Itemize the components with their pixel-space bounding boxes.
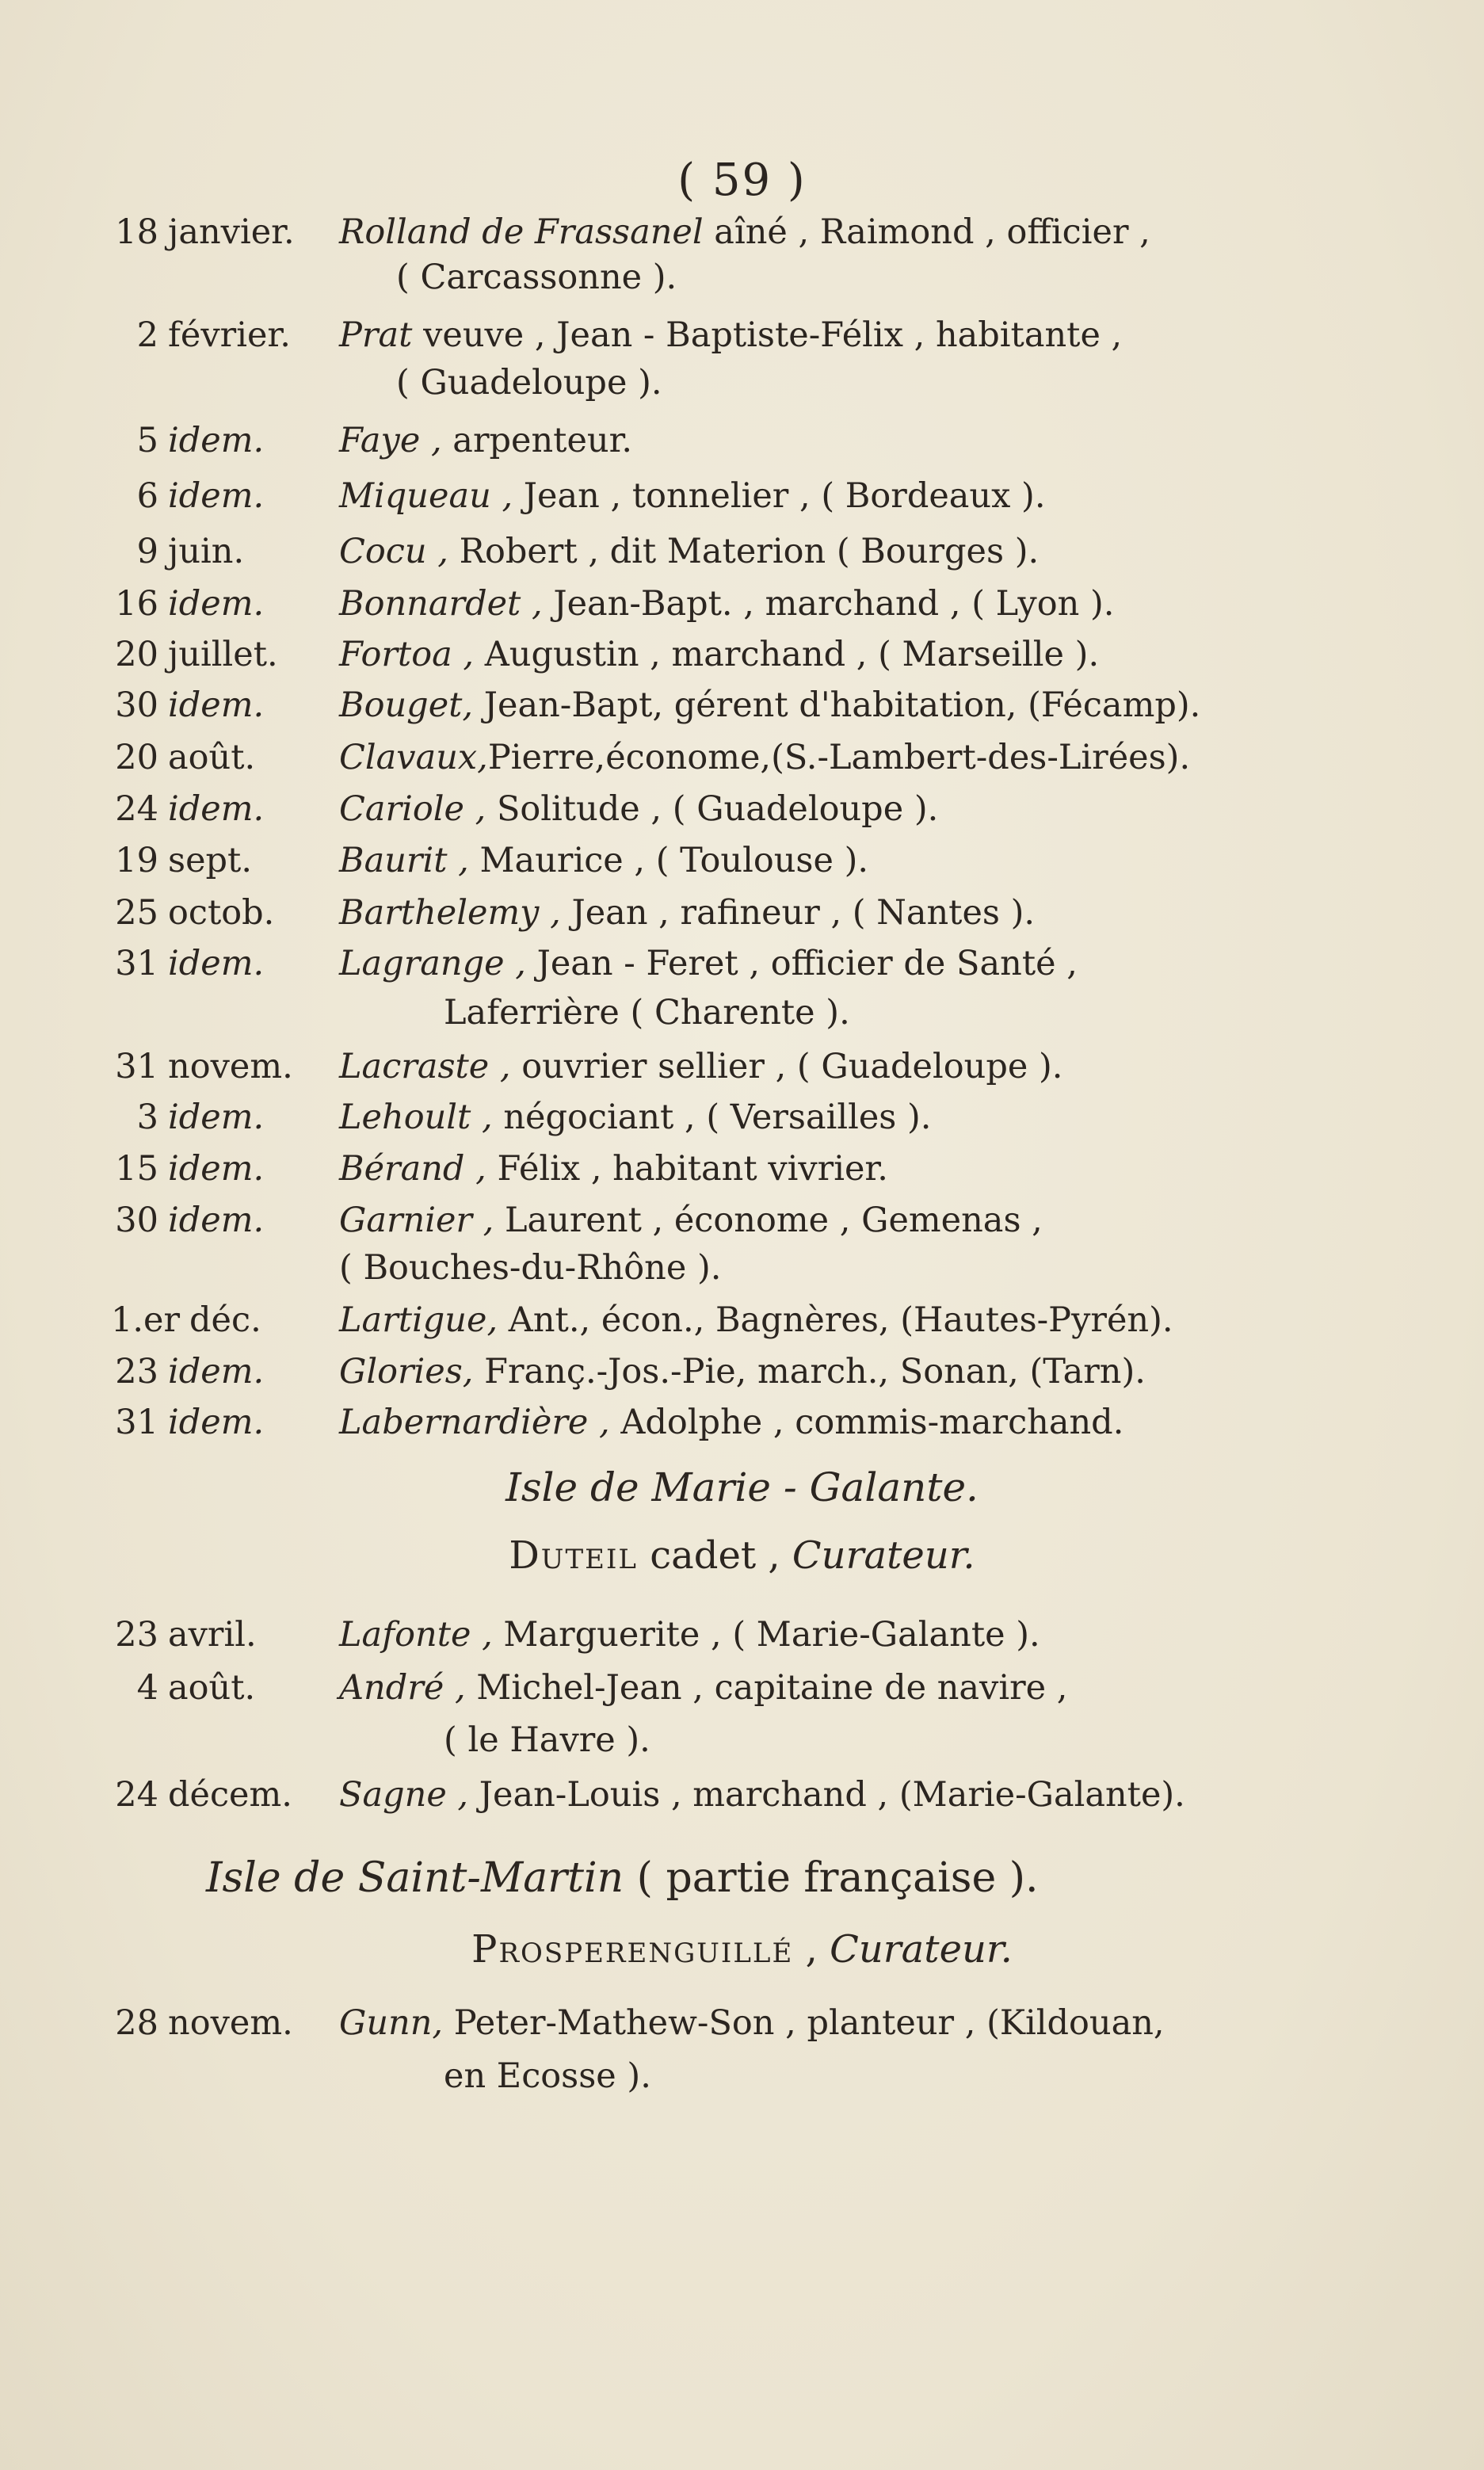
entry-name: Faye , <box>339 421 442 460</box>
entry-date: 2 février. <box>136 315 291 355</box>
entry-name: Garnier , <box>339 1201 494 1240</box>
entry-name: Miqueau , <box>339 476 513 516</box>
entry-date: 1.er déc. <box>111 1300 261 1340</box>
entry-text: Lehoult , négociant , ( Versailles ). <box>339 1098 932 1137</box>
entry-date: 24 idem. <box>115 789 265 829</box>
entry-name: Bonnardet , <box>339 584 543 624</box>
entry-name: Gunn, <box>339 2003 444 2043</box>
entry-name: Cariole , <box>339 789 486 829</box>
entry-name: Prat <box>339 315 413 355</box>
curator-name: Prosperenguillé <box>471 1927 794 1972</box>
curator-title: Curateur. <box>792 1533 975 1578</box>
entry-text: Gunn, Peter-Mathew-Son , planteur , (Kildouan, <box>339 2003 1165 2043</box>
entry-text: Lartigue, Ant., écon., Bagnères, (Hautes-Pyrén). <box>339 1300 1173 1340</box>
entry-name: Glories, <box>339 1352 474 1392</box>
entry-text: Lacraste , ouvrier sellier , ( Guadeloupe ). <box>339 1047 1063 1086</box>
entry-text: Glories, Franç.-Jos.-Pie, march., Sonan, (Tarn). <box>339 1352 1146 1392</box>
entry-text: André , Michel-Jean , capitaine de navire , <box>339 1668 1068 1708</box>
entry-text: Lagrange , Jean - Feret , officier de Santé , <box>339 944 1078 983</box>
entry-date: 19 sept. <box>115 841 252 880</box>
entry-name: Lafonte , <box>339 1615 493 1655</box>
entry-name: Cocu , <box>339 532 448 571</box>
entry-date: 6 idem. <box>136 476 265 516</box>
entry-name: André , <box>339 1668 466 1708</box>
entry-date: 23 idem. <box>115 1352 265 1392</box>
entry-date: 3 idem. <box>136 1098 265 1137</box>
entry-date: 31 idem. <box>115 1403 265 1442</box>
entry-text: Miqueau , Jean , tonnelier , ( Bordeaux ). <box>339 476 1046 516</box>
entry-text: Garnier , Laurent , économe , Gemenas , <box>339 1201 1043 1240</box>
curator-name: Duteil <box>509 1533 638 1578</box>
entry-date: 20 août. <box>115 738 256 777</box>
entry-text: Rolland de Frassanel aîné , Raimond , officier , <box>339 212 1150 252</box>
entry-date: 15 idem. <box>115 1149 265 1189</box>
entry-text: Barthelemy , Jean , rafineur , ( Nantes ). <box>339 893 1036 933</box>
entry-text: Labernardière , Adolphe , commis-marchand. <box>339 1403 1124 1442</box>
section-heading-marie-galante: Isle de Marie - Galante. <box>505 1464 979 1510</box>
entry-date: 31 idem. <box>115 944 265 983</box>
entry-text: Prat veuve , Jean - Baptiste-Félix , habitante , <box>339 315 1123 355</box>
entry-text: Baurit , Maurice , ( Toulouse ). <box>339 841 869 880</box>
curator-line: Duteil cadet , Curateur. <box>509 1533 975 1578</box>
entry-date: 24 décem. <box>115 1775 292 1815</box>
entry-name: Lacraste , <box>339 1047 511 1086</box>
entry-text: Sagne , Jean-Louis , marchand , (Marie-Galante). <box>339 1775 1185 1815</box>
entry-name: Sagne , <box>339 1775 469 1815</box>
entry-date: 28 novem. <box>115 2003 293 2043</box>
entry-text: Clavaux,Pierre,économe,(S.-Lambert-des-Lirées). <box>339 738 1191 777</box>
entry-text: Bérand , Félix , habitant vivrier. <box>339 1149 888 1189</box>
entry-date: 20 juillet. <box>115 635 278 674</box>
entry-date: 9 juin. <box>136 532 245 571</box>
entry-date: 30 idem. <box>115 685 265 725</box>
entry-text: Lafonte , Marguerite , ( Marie-Galante ). <box>339 1615 1040 1655</box>
curator-line: Prosperenguillé , Curateur. <box>471 1927 1013 1972</box>
entry-text: Fortoa , Augustin , marchand , ( Marseille ). <box>339 635 1100 674</box>
entry-name: Lagrange , <box>339 944 526 983</box>
entry-name: Fortoa , <box>339 635 475 674</box>
entry-name: Lartigue, <box>339 1300 498 1340</box>
entry-text: Bonnardet , Jean-Bapt. , marchand , ( Lyon ). <box>339 584 1115 624</box>
entry-name: Lehoult , <box>339 1098 493 1137</box>
entry-date: 25 octob. <box>115 893 275 933</box>
entry-name: Bouget, <box>339 685 474 725</box>
page-number: ( 59 ) <box>677 155 807 206</box>
entry-text: Faye , arpenteur. <box>339 421 633 460</box>
entry-name: Labernardière , <box>339 1403 610 1442</box>
entry-date: 23 avril. <box>115 1615 257 1655</box>
section-heading-saint-martin: Isle de Saint-Martin ( partie française ). <box>206 1854 1039 1902</box>
entry-name: Rolland de Frassanel <box>339 212 704 252</box>
entry-name: Barthelemy , <box>339 893 561 933</box>
entry-text: Bouget, Jean-Bapt, gérent d'habitation, (Fécamp). <box>339 685 1201 725</box>
curator-title: Curateur. <box>830 1927 1013 1972</box>
entry-text: Cocu , Robert , dit Materion ( Bourges ). <box>339 532 1040 571</box>
entry-name: Bérand , <box>339 1149 486 1189</box>
document-page: ( 59 ) 18 janvier. Rolland de Frassanel aîné , Raimond , officier , ( Carcassonne ). 2 février. Prat veuve , Jean - Baptiste-Félix , habitante , ( Guadeloupe ). 5 idem. Faye , arpenteur. 6 idem. Miqueau , Jean , tonnelier , ( Bordeaux ). 9 juin. Cocu , Robert , dit Materion ( Bourges ). 16 idem. Bonnardet , Jean-Bapt. , marchand , ( Lyon ). 20 juillet. Fortoa , Augustin , marchand , ( Marseille ). 30 idem. Bouget, Jean-Bapt, gérent d'habitation, (Fécamp). 20 août. Clavaux,Pierre,économe,(S.-Lambert-des-Lirées). 24 idem. Cariole , Solitude , ( Guadeloupe ). 19 sept. Baurit , Maurice , ( Toulouse ). 25 octob. Barthelemy , Jean , rafineur , ( Nantes ). 31 idem. Lagrange , Jean - Feret , officier de Santé , Laferrière ( Charente ). 31 novem. Lacraste , ouvrier sellier , ( Guadeloupe ). 3 idem. Lehoult , négociant , ( Versailles ). 15 idem. Bérand , Félix , habitant vivrier. 30 idem. Garnier , Laurent , économe , Gemenas , ( Bouches-du-Rhône ). 1.er déc. Lartigue, Ant., écon., Bagnères, (Hautes-Pyrén). 23 idem. Glories, Franç.-Jos.-Pie, march., Sonan, (Tarn). 31 idem. Labernardière , Adolphe , commis-marchand. Isle de Marie - Galante. Duteil cadet , Curateur. 23 avril. Lafonte , Marguerite , ( Marie-Galante ). 4 août. André , Michel-Jean , capitaine de navire , ( le Havre ). 24 décem. Sagne , Jean-Louis , marchand , (Marie-Galante). Isle de Saint-Martin ( partie française ). Prosperenguillé , Curateur. 28 novem. Gunn, Peter-Mathew-Son , planteur , (Kildouan, en Ecosse ). <box>0 0 1484 2470</box>
entry-date: 30 idem. <box>115 1201 265 1240</box>
entry-date: 5 idem. <box>136 421 265 460</box>
entry-date: 31 novem. <box>115 1047 293 1086</box>
entry-name: Baurit , <box>339 841 469 880</box>
entry-date: 16 idem. <box>115 584 265 624</box>
entry-text: Cariole , Solitude , ( Guadeloupe ). <box>339 789 939 829</box>
entry-name: Clavaux, <box>339 738 488 777</box>
entry-date: 18 janvier. <box>115 212 295 252</box>
entry-date: 4 août. <box>136 1668 256 1708</box>
